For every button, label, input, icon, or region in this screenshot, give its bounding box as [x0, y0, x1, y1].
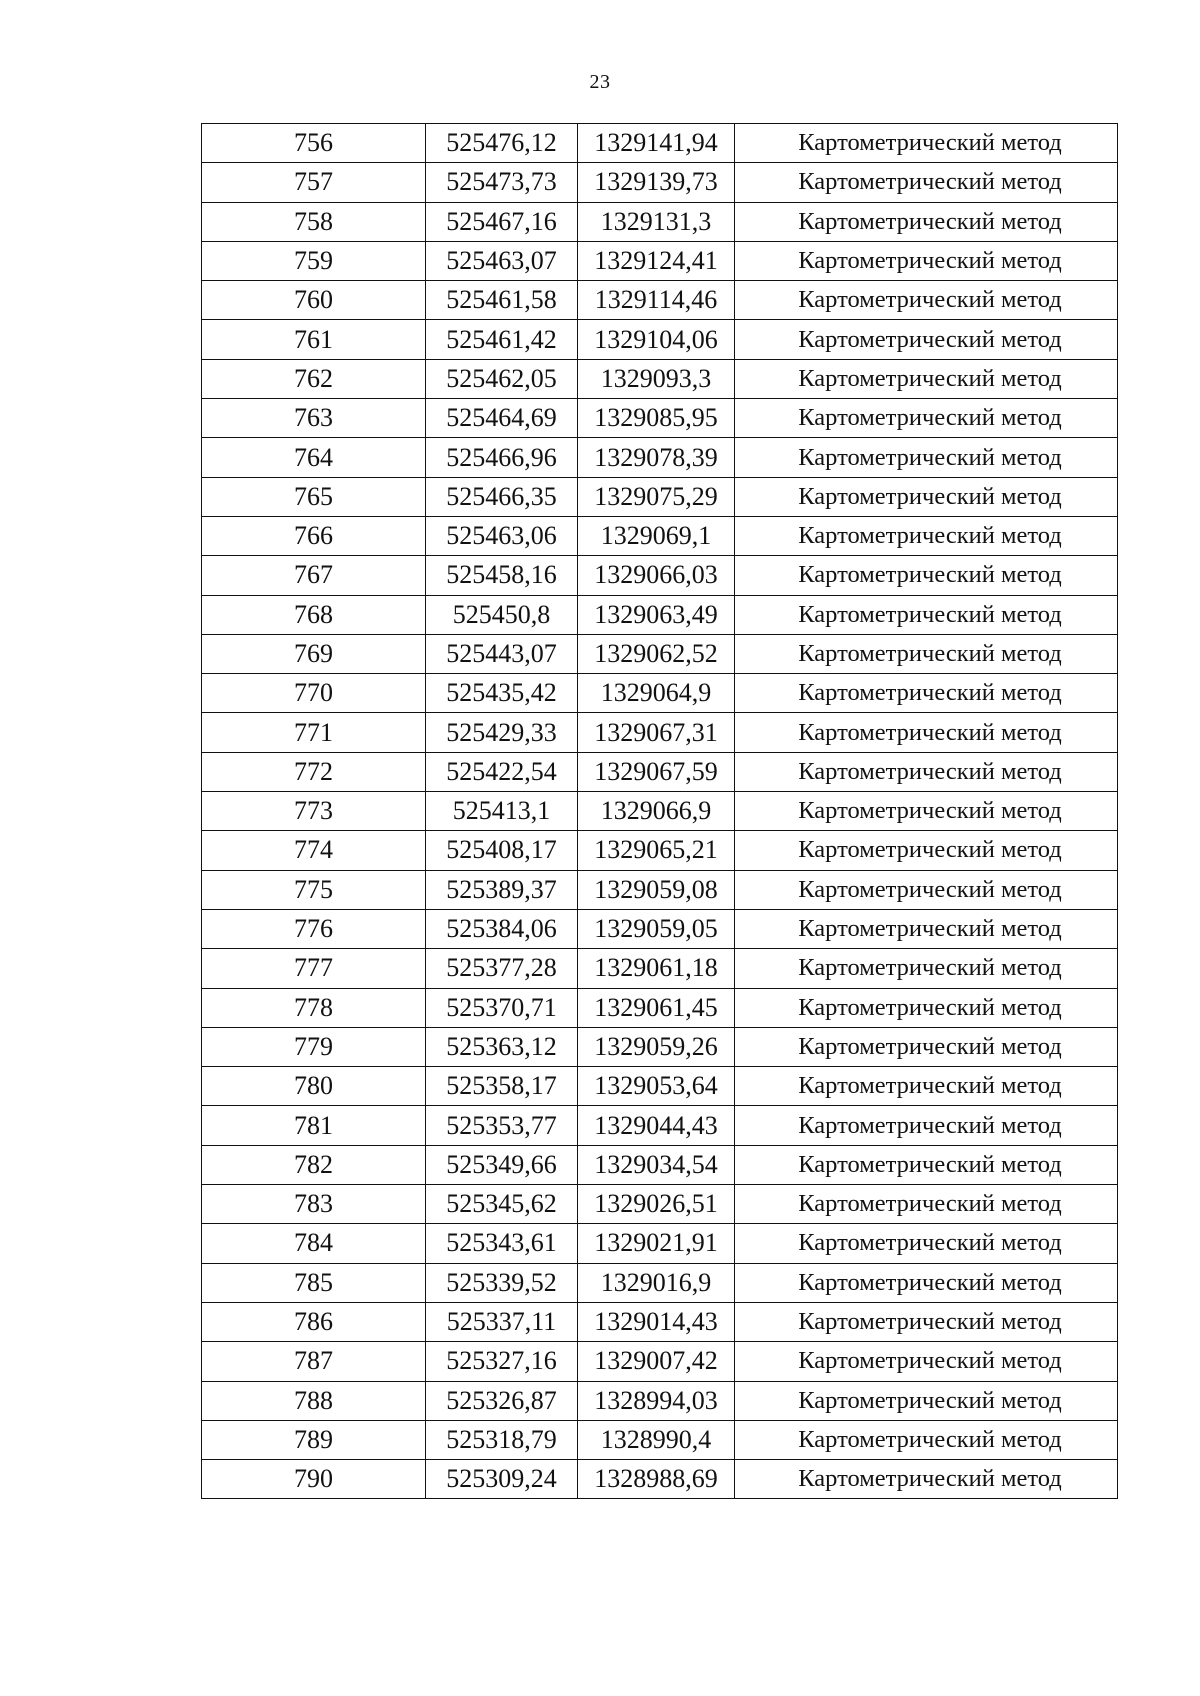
cell-point-number: 777: [202, 949, 426, 988]
cell-x-coordinate: 525467,16: [426, 202, 578, 241]
table-row: [202, 281, 1118, 320]
table-row: [202, 202, 1118, 241]
cell-point-number: 790: [202, 1460, 426, 1499]
cell-method: Картометрический метод: [735, 320, 1118, 359]
table-row: [202, 320, 1118, 359]
cell-y-coordinate: 1329061,18: [578, 949, 735, 988]
table-row: [202, 595, 1118, 634]
cell-y-coordinate: 1328994,03: [578, 1381, 735, 1420]
cell-method: Картометрический метод: [735, 477, 1118, 516]
cell-y-coordinate: 1329075,29: [578, 477, 735, 516]
cell-point-number: 781: [202, 1106, 426, 1145]
cell-x-coordinate: 525318,79: [426, 1420, 578, 1459]
cell-x-coordinate: 525462,05: [426, 359, 578, 398]
cell-x-coordinate: 525377,28: [426, 949, 578, 988]
cell-point-number: 771: [202, 713, 426, 752]
cell-method: Картометрический метод: [735, 281, 1118, 320]
cell-method: Картометрический метод: [735, 1185, 1118, 1224]
cell-x-coordinate: 525358,17: [426, 1067, 578, 1106]
page-number: 23: [589, 71, 611, 93]
cell-point-number: 758: [202, 202, 426, 241]
table-row: [202, 1106, 1118, 1145]
cell-y-coordinate: 1328988,69: [578, 1460, 735, 1499]
table-row: [202, 949, 1118, 988]
cell-x-coordinate: 525476,12: [426, 124, 578, 163]
cell-point-number: 779: [202, 1027, 426, 1066]
cell-y-coordinate: 1329059,08: [578, 870, 735, 909]
cell-method: Картометрический метод: [735, 1420, 1118, 1459]
cell-x-coordinate: 525363,12: [426, 1027, 578, 1066]
cell-point-number: 767: [202, 556, 426, 595]
cell-point-number: 778: [202, 988, 426, 1027]
cell-x-coordinate: 525463,06: [426, 516, 578, 555]
cell-point-number: 789: [202, 1420, 426, 1459]
cell-method: Картометрический метод: [735, 241, 1118, 280]
cell-y-coordinate: 1329034,54: [578, 1145, 735, 1184]
cell-y-coordinate: 1329093,3: [578, 359, 735, 398]
table-row: [202, 752, 1118, 791]
cell-point-number: 776: [202, 909, 426, 948]
cell-method: Картометрический метод: [735, 438, 1118, 477]
cell-point-number: 784: [202, 1224, 426, 1263]
cell-y-coordinate: 1329078,39: [578, 438, 735, 477]
cell-y-coordinate: 1329124,41: [578, 241, 735, 280]
cell-x-coordinate: 525458,16: [426, 556, 578, 595]
cell-point-number: 766: [202, 516, 426, 555]
cell-point-number: 762: [202, 359, 426, 398]
table-row: [202, 831, 1118, 870]
cell-x-coordinate: 525429,33: [426, 713, 578, 752]
cell-point-number: 787: [202, 1342, 426, 1381]
cell-x-coordinate: 525327,16: [426, 1342, 578, 1381]
cell-y-coordinate: 1329064,9: [578, 674, 735, 713]
cell-x-coordinate: 525466,35: [426, 477, 578, 516]
cell-x-coordinate: 525349,66: [426, 1145, 578, 1184]
cell-method: Картометрический метод: [735, 124, 1118, 163]
cell-point-number: 769: [202, 634, 426, 673]
cell-method: Картометрический метод: [735, 399, 1118, 438]
table-row: [202, 1263, 1118, 1302]
table-row: [202, 516, 1118, 555]
cell-point-number: 780: [202, 1067, 426, 1106]
cell-x-coordinate: 525461,58: [426, 281, 578, 320]
cell-method: Картометрический метод: [735, 752, 1118, 791]
cell-point-number: 786: [202, 1302, 426, 1341]
cell-method: Картометрический метод: [735, 792, 1118, 831]
table-row: [202, 1185, 1118, 1224]
cell-x-coordinate: 525345,62: [426, 1185, 578, 1224]
cell-y-coordinate: 1329063,49: [578, 595, 735, 634]
table-row: [202, 1027, 1118, 1066]
cell-x-coordinate: 525435,42: [426, 674, 578, 713]
cell-y-coordinate: 1329131,3: [578, 202, 735, 241]
cell-x-coordinate: 525450,8: [426, 595, 578, 634]
cell-method: Картометрический метод: [735, 516, 1118, 555]
cell-x-coordinate: 525353,77: [426, 1106, 578, 1145]
table-row: [202, 359, 1118, 398]
cell-x-coordinate: 525461,42: [426, 320, 578, 359]
coordinates-table-body: [202, 124, 1118, 1499]
cell-y-coordinate: 1329066,9: [578, 792, 735, 831]
table-row: [202, 477, 1118, 516]
cell-y-coordinate: 1329021,91: [578, 1224, 735, 1263]
table-row: [202, 1342, 1118, 1381]
cell-method: Картометрический метод: [735, 1106, 1118, 1145]
cell-y-coordinate: 1329067,31: [578, 713, 735, 752]
table-row: [202, 1145, 1118, 1184]
cell-method: Картометрический метод: [735, 359, 1118, 398]
coordinates-table: [201, 123, 1118, 1499]
cell-method: Картометрический метод: [735, 1381, 1118, 1420]
cell-y-coordinate: 1329053,64: [578, 1067, 735, 1106]
cell-y-coordinate: 1329069,1: [578, 516, 735, 555]
table-row: [202, 909, 1118, 948]
cell-x-coordinate: 525413,1: [426, 792, 578, 831]
cell-y-coordinate: 1329066,03: [578, 556, 735, 595]
cell-method: Картометрический метод: [735, 163, 1118, 202]
cell-y-coordinate: 1329114,46: [578, 281, 735, 320]
cell-y-coordinate: 1329141,94: [578, 124, 735, 163]
cell-y-coordinate: 1329139,73: [578, 163, 735, 202]
cell-method: Картометрический метод: [735, 949, 1118, 988]
cell-x-coordinate: 525326,87: [426, 1381, 578, 1420]
cell-method: Картометрический метод: [735, 674, 1118, 713]
table-row: [202, 713, 1118, 752]
cell-y-coordinate: 1329104,06: [578, 320, 735, 359]
cell-x-coordinate: 525464,69: [426, 399, 578, 438]
table-row: [202, 1067, 1118, 1106]
cell-y-coordinate: 1329061,45: [578, 988, 735, 1027]
table-row: [202, 124, 1118, 163]
cell-method: Картометрический метод: [735, 556, 1118, 595]
cell-x-coordinate: 525337,11: [426, 1302, 578, 1341]
cell-y-coordinate: 1329007,42: [578, 1342, 735, 1381]
cell-x-coordinate: 525384,06: [426, 909, 578, 948]
cell-x-coordinate: 525473,73: [426, 163, 578, 202]
cell-x-coordinate: 525408,17: [426, 831, 578, 870]
cell-y-coordinate: 1329044,43: [578, 1106, 735, 1145]
cell-method: Картометрический метод: [735, 988, 1118, 1027]
cell-point-number: 763: [202, 399, 426, 438]
cell-y-coordinate: 1329059,05: [578, 909, 735, 948]
table-row: [202, 792, 1118, 831]
cell-point-number: 773: [202, 792, 426, 831]
cell-point-number: 761: [202, 320, 426, 359]
cell-method: Картометрический метод: [735, 831, 1118, 870]
cell-method: Картометрический метод: [735, 595, 1118, 634]
cell-y-coordinate: 1329085,95: [578, 399, 735, 438]
cell-y-coordinate: 1329067,59: [578, 752, 735, 791]
cell-point-number: 775: [202, 870, 426, 909]
table-row: [202, 1420, 1118, 1459]
cell-y-coordinate: 1329026,51: [578, 1185, 735, 1224]
table-row: [202, 988, 1118, 1027]
cell-x-coordinate: 525339,52: [426, 1263, 578, 1302]
cell-x-coordinate: 525370,71: [426, 988, 578, 1027]
cell-y-coordinate: 1329016,9: [578, 1263, 735, 1302]
table-row: [202, 438, 1118, 477]
cell-point-number: 770: [202, 674, 426, 713]
cell-x-coordinate: 525343,61: [426, 1224, 578, 1263]
table-row: [202, 1381, 1118, 1420]
cell-x-coordinate: 525443,07: [426, 634, 578, 673]
cell-point-number: 756: [202, 124, 426, 163]
cell-x-coordinate: 525309,24: [426, 1460, 578, 1499]
table-row: [202, 870, 1118, 909]
table-row: [202, 1224, 1118, 1263]
cell-point-number: 765: [202, 477, 426, 516]
cell-point-number: 764: [202, 438, 426, 477]
cell-point-number: 772: [202, 752, 426, 791]
cell-x-coordinate: 525466,96: [426, 438, 578, 477]
table-row: [202, 634, 1118, 673]
table-row: [202, 674, 1118, 713]
cell-y-coordinate: 1329062,52: [578, 634, 735, 673]
table-row: [202, 399, 1118, 438]
cell-method: Картометрический метод: [735, 1302, 1118, 1341]
table-row: [202, 1460, 1118, 1499]
cell-point-number: 760: [202, 281, 426, 320]
table-row: [202, 241, 1118, 280]
cell-y-coordinate: 1329065,21: [578, 831, 735, 870]
cell-method: Картометрический метод: [735, 1027, 1118, 1066]
cell-point-number: 783: [202, 1185, 426, 1224]
cell-x-coordinate: 525422,54: [426, 752, 578, 791]
cell-method: Картометрический метод: [735, 1263, 1118, 1302]
cell-point-number: 768: [202, 595, 426, 634]
cell-y-coordinate: 1329059,26: [578, 1027, 735, 1066]
cell-method: Картометрический метод: [735, 909, 1118, 948]
cell-method: Картометрический метод: [735, 713, 1118, 752]
cell-point-number: 782: [202, 1145, 426, 1184]
cell-method: Картометрический метод: [735, 1460, 1118, 1499]
cell-method: Картометрический метод: [735, 1342, 1118, 1381]
cell-point-number: 788: [202, 1381, 426, 1420]
table-row: [202, 1302, 1118, 1341]
cell-x-coordinate: 525463,07: [426, 241, 578, 280]
cell-point-number: 785: [202, 1263, 426, 1302]
cell-y-coordinate: 1329014,43: [578, 1302, 735, 1341]
table-row: [202, 556, 1118, 595]
cell-point-number: 757: [202, 163, 426, 202]
cell-method: Картометрический метод: [735, 870, 1118, 909]
cell-method: Картометрический метод: [735, 1224, 1118, 1263]
table-row: [202, 163, 1118, 202]
cell-point-number: 759: [202, 241, 426, 280]
cell-point-number: 774: [202, 831, 426, 870]
cell-method: Картометрический метод: [735, 634, 1118, 673]
cell-y-coordinate: 1328990,4: [578, 1420, 735, 1459]
cell-x-coordinate: 525389,37: [426, 870, 578, 909]
cell-method: Картометрический метод: [735, 1067, 1118, 1106]
cell-method: Картометрический метод: [735, 202, 1118, 241]
cell-method: Картометрический метод: [735, 1145, 1118, 1184]
